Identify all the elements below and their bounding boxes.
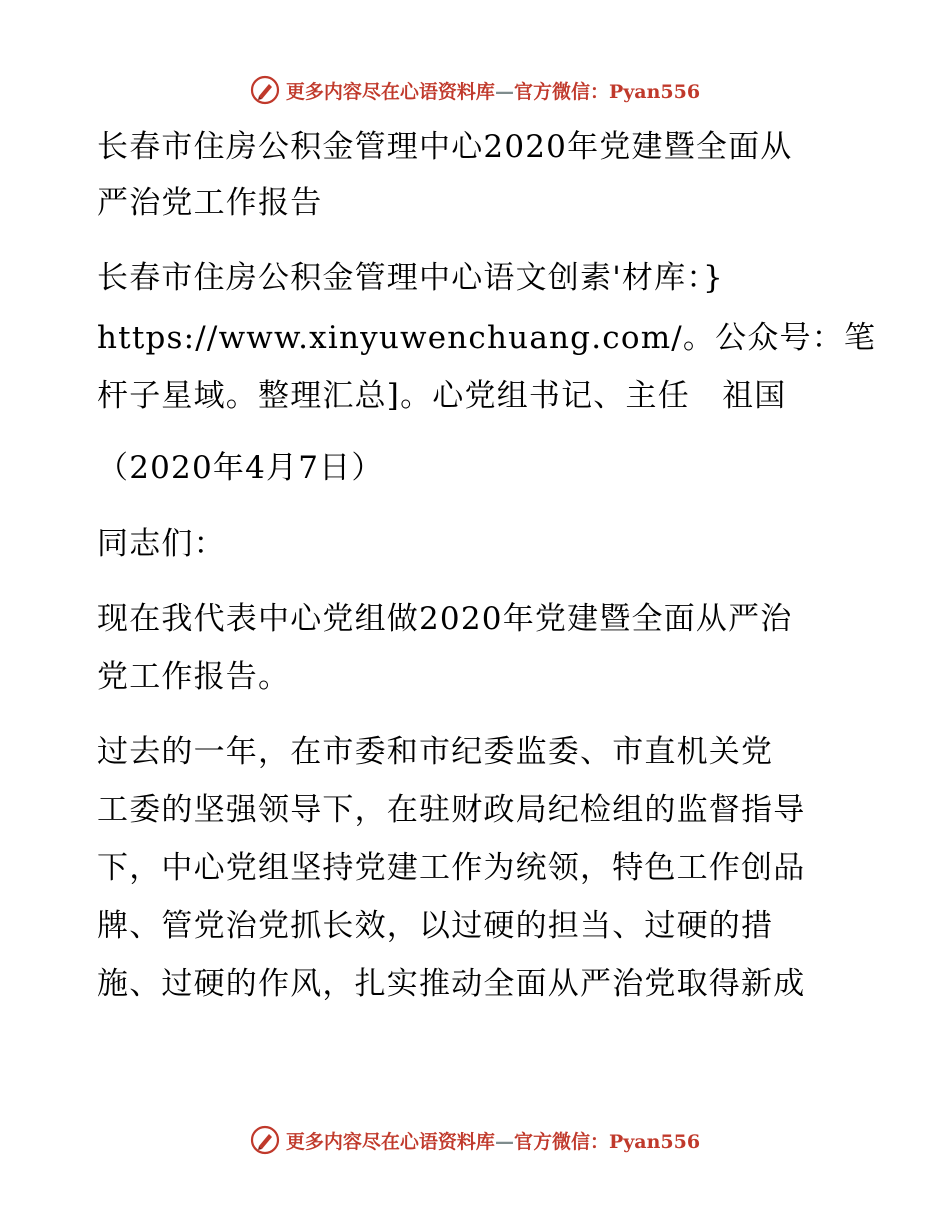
author-line-3: 杆子星域。整理汇总]。心党组书记、主任 祖国: [97, 378, 787, 414]
paragraph-1-line-2: 党工作报告。: [97, 659, 291, 695]
paragraph-2-line-3: 下，中心党组坚持党建工作为统领，特色工作创品: [97, 850, 806, 886]
watermark-text: 更多内容尽在心语资料库—官方微信：Pyan556: [285, 1130, 701, 1153]
document-title-line-2: 严治党工作报告: [97, 185, 323, 221]
paragraph-1-line-1: 现在我代表中心党组做2020年党建暨全面从严治: [97, 601, 793, 637]
document-date: （2020年4月7日）: [97, 450, 384, 486]
watermark-banner-top: [0, 70, 950, 110]
salutation: 同志们：: [97, 526, 226, 562]
pen-logo-icon: [250, 1125, 280, 1155]
paragraph-2-line-5: 施、过硬的作风，扎实推动全面从严治党取得新成: [97, 966, 806, 1002]
author-line-2: https://www.xinyuwenchuang.com/。公众号：笔: [97, 320, 877, 356]
paragraph-2-line-2: 工委的坚强领导下，在驻财政局纪检组的监督指导: [97, 792, 806, 828]
watermark-text: 更多内容尽在心语资料库—官方微信：Pyan556: [285, 80, 701, 103]
author-line-1: 长春市住房公积金管理中心语文创素'材库：}: [97, 260, 724, 296]
watermark-banner-bottom: [0, 1120, 950, 1160]
paragraph-2-line-4: 牌、管党治党抓长效，以过硬的担当、过硬的措: [97, 908, 774, 944]
paragraph-2-line-1: 过去的一年，在市委和市纪委监委、市直机关党: [97, 734, 774, 770]
document-title-line-1: 长春市住房公积金管理中心2020年党建暨全面从: [97, 129, 793, 165]
pen-logo-icon: [250, 75, 280, 105]
